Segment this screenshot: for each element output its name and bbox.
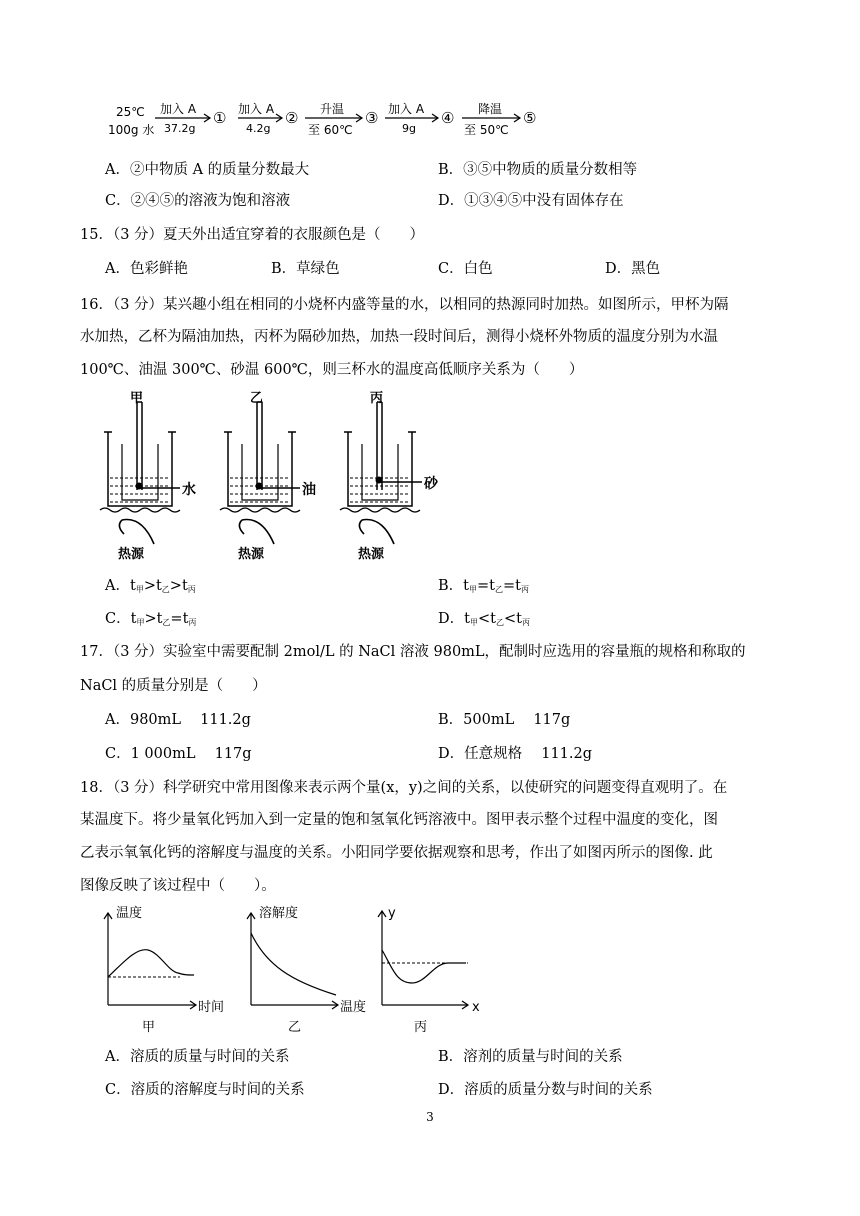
graph-bing-xlabel: x	[472, 1000, 480, 1015]
heat-source-yi: 热源	[238, 547, 265, 562]
q18-option-a[interactable]: A．溶质的质量与时间的关系	[105, 1049, 290, 1065]
beaker-label-bing: 丙	[370, 391, 384, 406]
arrow-1-bottom: 37.2g	[164, 122, 196, 135]
page-number: 3	[426, 1110, 434, 1124]
q16-option-b[interactable]: B．$t_甲=t_乙=t_丙$	[438, 578, 529, 594]
node-1: ①	[213, 109, 227, 127]
medium-sand: 砂	[424, 476, 438, 492]
q15-option-b[interactable]: B．草绿色	[271, 261, 340, 277]
arrow-4-top: 加入 A	[388, 102, 425, 116]
beaker-jia	[100, 391, 196, 562]
q17-option-d[interactable]: D．任意规格 111.2g	[438, 746, 593, 762]
graph-yi-caption: 乙	[288, 1020, 302, 1035]
q17-stem-line-1: 17．（3 分）实验室中需要配制 2mol/L 的 NaCl 溶液 980mL，配制时应选用的容量瓶的规格和称取的	[80, 644, 746, 660]
graph-jia	[104, 913, 196, 1009]
heat-source-bing: 热源	[358, 547, 385, 562]
heat-source-jia: 热源	[118, 547, 145, 562]
beaker-yi	[220, 391, 316, 562]
arrow-4-bottom: 9g	[402, 122, 416, 135]
solubility-curve	[251, 933, 336, 995]
y-curve	[382, 950, 466, 983]
graph-yi	[247, 913, 338, 1009]
arrow-1-top: 加入 A	[160, 102, 197, 116]
arrow-5-bottom: 至 50℃	[464, 123, 509, 137]
start-temp: 25℃	[116, 105, 145, 119]
beaker-bing	[340, 391, 439, 562]
q16-option-c[interactable]: C．$t_甲>t_乙=t_丙$	[105, 611, 197, 627]
q16-stem-line-1: 16．（3 分）某兴趣小组在相同的小烧杯内盛等量的水，以相同的热源同时加热。如图所示，甲杯为隔	[80, 297, 729, 313]
arrow-3-bottom: 至 60℃	[308, 123, 353, 137]
node-2: ②	[285, 109, 299, 127]
q18-stem-line-1: 18．（3 分）科学研究中常用图像来表示两个量(x，y)之间的关系，以使研究的问题变得直观明了。在	[80, 780, 728, 796]
q18-stem-line-3: 乙表示氧氧化钙的溶解度与温度的关系。小阳同学要依据观察和思考，作出了如图丙所示的图像. 此	[80, 845, 713, 861]
graph-bing	[378, 911, 468, 1009]
graph-yi-ylabel: 溶解度	[259, 906, 299, 921]
q18-option-d[interactable]: D．溶质的质量分数与时间的关系	[438, 1082, 653, 1098]
q18-stem-line-4: 图像反映了该过程中（ ）。	[80, 878, 276, 894]
arrow-5-top: 降温	[478, 102, 503, 116]
q14-flow-diagram	[100, 96, 660, 146]
graph-bing-ylabel: y	[388, 906, 396, 921]
q15-option-d[interactable]: D．黑色	[605, 261, 661, 277]
node-5: ⑤	[523, 109, 537, 127]
graph-jia-caption: 甲	[142, 1020, 156, 1035]
q15-option-c[interactable]: C．白色	[438, 261, 493, 277]
q14-option-b[interactable]: B．③⑤中物质的质量分数相等	[438, 162, 638, 178]
q17-option-a[interactable]: A．980mL 111.2g	[105, 712, 251, 728]
q14-option-d[interactable]: D．①③④⑤中没有固体存在	[438, 193, 624, 209]
q17-option-c[interactable]: C．1 000mL 117g	[105, 746, 252, 762]
arrow-2-bottom: 4.2g	[246, 122, 271, 135]
medium-oil: 油	[302, 482, 316, 498]
q17-option-b[interactable]: B．500mL 117g	[438, 712, 571, 728]
start-water: 100g 水	[108, 123, 155, 137]
temperature-curve	[108, 950, 194, 977]
arrow-3-top: 升温	[320, 102, 345, 116]
q14-option-c[interactable]: C．②④⑤的溶液为饱和溶液	[105, 193, 291, 209]
q14-option-a[interactable]: A．②中物质 A 的质量分数最大	[105, 162, 310, 178]
arrow-2-top: 加入 A	[238, 102, 275, 116]
beaker-label-yi: 乙	[250, 391, 264, 406]
q16-stem-line-3: 100℃、油温 300℃、砂温 600℃，则三杯水的温度高低顺序关系为（ ）	[80, 362, 584, 378]
q18-graphs	[96, 905, 496, 1045]
q17-stem-line-2: NaCl 的质量分别是（ ）	[80, 678, 267, 694]
graph-jia-ylabel: 温度	[116, 906, 143, 921]
q18-stem-line-2: 某温度下。将少量氧化钙加入到一定量的饱和氢氧化钙溶液中。图甲表示整个过程中温度的变化，图	[80, 812, 718, 828]
node-3: ③	[365, 109, 379, 127]
graph-jia-xlabel: 时间	[198, 1000, 225, 1015]
node-4: ④	[441, 109, 455, 127]
q16-stem-line-2: 水加热，乙杯为隔油加热，丙杯为隔砂加热，加热一段时间后，测得小烧杯外物质的温度分别为水温	[80, 329, 718, 345]
q16-option-a[interactable]: A．$t_甲>t_乙>t_丙$	[105, 578, 196, 594]
q15-stem: 15．（3 分）夏天外出适宜穿着的衣服颜色是（ ）	[80, 227, 425, 243]
medium-water: 水	[182, 482, 196, 498]
graph-yi-xlabel: 温度	[340, 1000, 367, 1015]
q16-option-d[interactable]: D．$t_甲<t_乙<t_丙$	[438, 611, 530, 627]
q18-option-c[interactable]: C．溶质的溶解度与时间的关系	[105, 1082, 305, 1098]
beaker-label-jia: 甲	[130, 391, 144, 406]
graph-bing-caption: 丙	[414, 1020, 428, 1035]
q18-option-b[interactable]: B．溶剂的质量与时间的关系	[438, 1049, 623, 1065]
q15-option-a[interactable]: A．色彩鲜艳	[105, 261, 188, 277]
q16-beaker-diagram	[96, 388, 476, 568]
